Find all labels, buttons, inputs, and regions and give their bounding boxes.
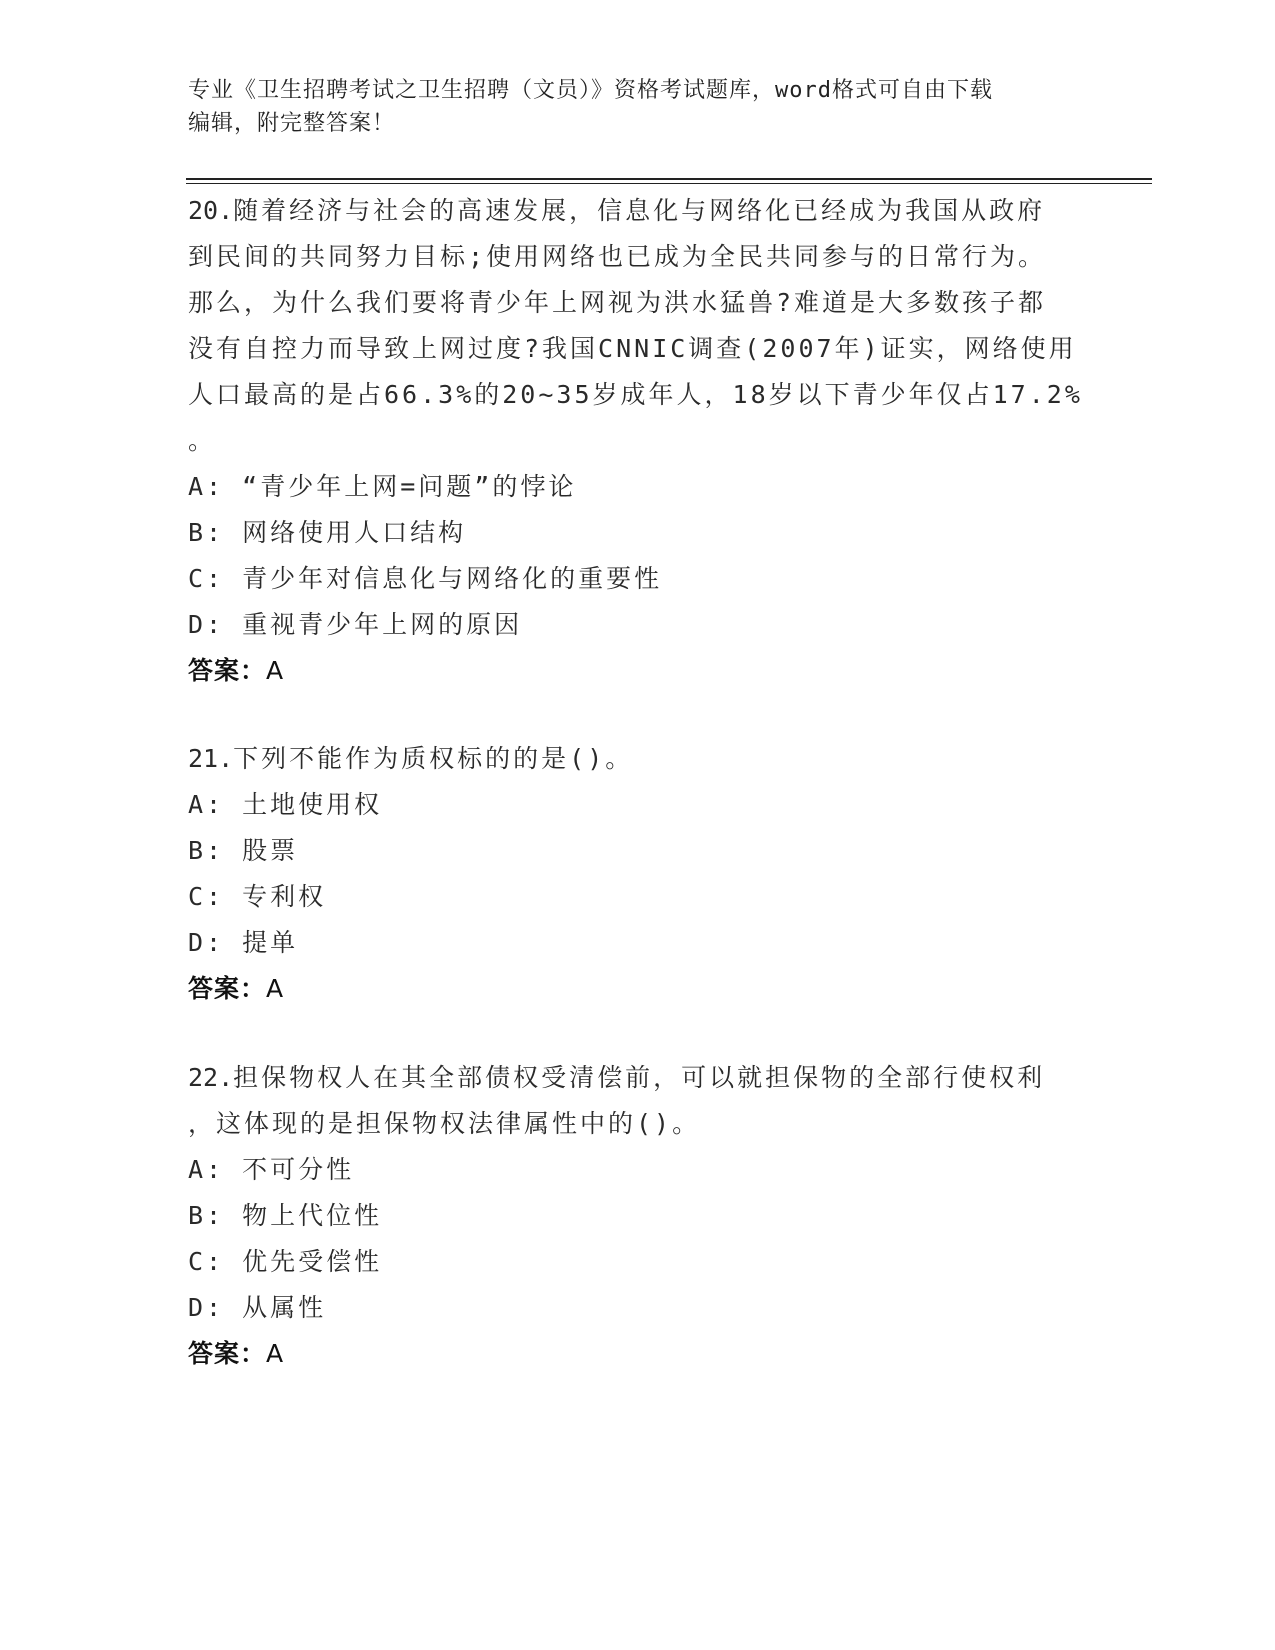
answer-value: A: [266, 1339, 285, 1368]
stem-text: 下列不能作为质权标的的是()。: [233, 744, 634, 773]
question-22: [188, 1055, 1088, 1377]
option-label: D:: [188, 928, 225, 957]
option-a: [188, 464, 1088, 510]
option-c: [188, 556, 1088, 602]
option-label: B:: [188, 518, 225, 547]
answer-value: A: [266, 656, 285, 685]
option-text: 不可分性: [242, 1155, 355, 1184]
document-header: [188, 74, 1088, 140]
stem-line-1: [188, 1055, 1088, 1101]
option-label: A:: [188, 790, 225, 819]
stem-line-6: 。: [188, 426, 217, 455]
stem-line-3: 那么，为什么我们要将青少年上网视为洪水猛兽?难道是大多数孩子都: [188, 288, 1047, 317]
stem-line-2: ，这体现的是担保物权法律属性中的()。: [188, 1109, 701, 1138]
header-divider-thin: [186, 183, 1152, 184]
question-number: 22.: [188, 1063, 234, 1092]
header-line-1: 专业《卫生招聘考试之卫生招聘（文员）》资格考试题库，word格式可自由下载: [188, 78, 993, 103]
question-stem: [188, 188, 1088, 464]
answer-line: [188, 1331, 1088, 1377]
question-20: [188, 188, 1088, 694]
stem-line-1: [188, 736, 1088, 782]
option-label: C:: [188, 1247, 225, 1276]
option-d: [188, 1285, 1088, 1331]
stem-line-4: 没有自控力而导致上网过度?我国CNNIC调查(2007年)证实，网络使用: [188, 334, 1077, 363]
question-number: 20.: [188, 196, 234, 225]
option-b: [188, 510, 1088, 556]
question-stem: [188, 1055, 1088, 1147]
option-label: B:: [188, 1201, 225, 1230]
option-a: [188, 1147, 1088, 1193]
stem-text: 随着经济与社会的高速发展，信息化与网络化已经成为我国从政府: [233, 196, 1046, 225]
option-text: 重视青少年上网的原因: [242, 610, 523, 639]
answer-label: 答案：: [188, 974, 267, 1003]
option-label: C:: [188, 564, 225, 593]
option-text: 网络使用人口结构: [242, 518, 467, 547]
option-c: [188, 1239, 1088, 1285]
option-label: A:: [188, 1155, 225, 1184]
option-text: 物上代位性: [242, 1201, 383, 1230]
option-text: 青少年对信息化与网络化的重要性: [242, 564, 663, 593]
stem-line-5: 人口最高的是占66.3%的20~35岁成年人，18岁以下青少年仅占17.2%: [188, 380, 1083, 409]
answer-line: [188, 648, 1088, 694]
option-c: [188, 874, 1088, 920]
stem-line-1: [188, 188, 1088, 234]
question-21: [188, 736, 1088, 1012]
answer-label: 答案：: [188, 656, 267, 685]
option-d: [188, 920, 1088, 966]
option-text: 提单: [242, 928, 299, 957]
option-label: D:: [188, 1293, 225, 1322]
option-label: C:: [188, 882, 225, 911]
option-label: A:: [188, 472, 225, 501]
option-b: [188, 1193, 1088, 1239]
answer-line: [188, 966, 1088, 1012]
header-line-2: 编辑，附完整答案！: [188, 111, 396, 136]
option-text: 股票: [242, 836, 299, 865]
header-divider-thick: [186, 178, 1152, 180]
option-d: [188, 602, 1088, 648]
option-text: 土地使用权: [242, 790, 383, 819]
question-number: 21.: [188, 744, 234, 773]
option-text: 优先受偿性: [242, 1247, 383, 1276]
option-text: “青少年上网=问题”的悖论: [242, 472, 577, 501]
answer-label: 答案：: [188, 1339, 267, 1368]
stem-text: 担保物权人在其全部债权受清偿前，可以就担保物的全部行使权利: [233, 1063, 1046, 1092]
option-label: B:: [188, 836, 225, 865]
question-stem: [188, 736, 1088, 782]
option-label: D:: [188, 610, 225, 639]
answer-value: A: [266, 974, 285, 1003]
option-text: 从属性: [242, 1293, 327, 1322]
option-b: [188, 828, 1088, 874]
option-text: 专利权: [242, 882, 327, 911]
stem-line-2: 到民间的共同努力目标;使用网络也已成为全民共同参与的日常行为。: [188, 242, 1047, 271]
option-a: [188, 782, 1088, 828]
